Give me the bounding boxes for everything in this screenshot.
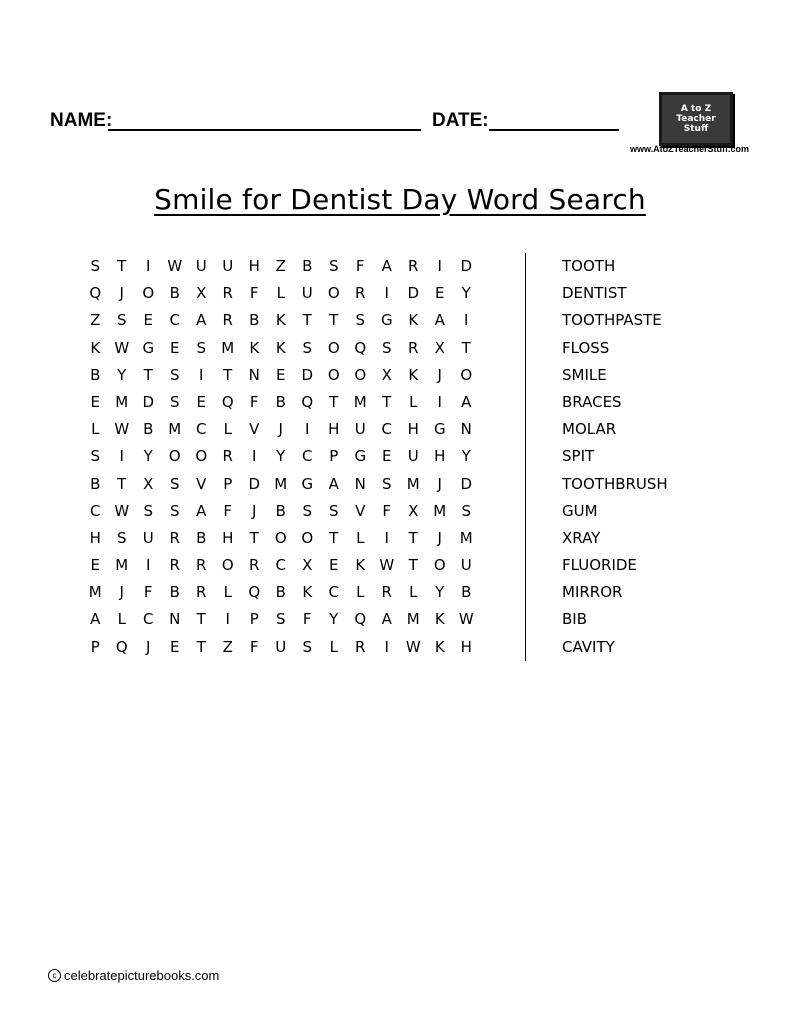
grid-letter: Q bbox=[354, 338, 367, 357]
grid-letter: I bbox=[305, 420, 310, 439]
grid-letter: E bbox=[276, 365, 286, 384]
grid-letter: X bbox=[381, 365, 392, 384]
grid-letter: W bbox=[405, 637, 421, 656]
grid-letter: T bbox=[461, 338, 471, 357]
copyright-icon: c bbox=[48, 969, 61, 982]
grid-letter: F bbox=[302, 610, 312, 629]
word-list-item: CAVITY bbox=[562, 637, 615, 656]
grid-letter: D bbox=[460, 474, 473, 493]
grid-letter: Q bbox=[301, 392, 314, 411]
grid-letter: R bbox=[222, 447, 233, 466]
grid-letter: M bbox=[459, 528, 473, 547]
letter-grid bbox=[82, 253, 480, 661]
grid-letter: A bbox=[90, 610, 101, 629]
grid-letter: E bbox=[170, 637, 180, 656]
grid-letter: S bbox=[328, 257, 339, 275]
grid-letter: M bbox=[353, 392, 367, 411]
grid-letter: I bbox=[437, 257, 442, 275]
grid-letter: F bbox=[355, 257, 365, 275]
word-list-item: XRAY bbox=[562, 528, 601, 547]
grid-letter: S bbox=[169, 365, 180, 384]
grid-letter: T bbox=[196, 610, 206, 629]
grid-letter: A bbox=[461, 392, 472, 411]
grid-letter: V bbox=[249, 420, 260, 439]
grid-letter: K bbox=[275, 311, 286, 330]
grid-letter: Y bbox=[276, 447, 286, 466]
grid-letter: Q bbox=[115, 637, 128, 656]
grid-letter: B bbox=[143, 420, 154, 439]
atoz-logo bbox=[659, 92, 733, 146]
grid-letter: S bbox=[143, 501, 154, 520]
grid-letter: A bbox=[381, 257, 392, 275]
grid-letter: L bbox=[409, 583, 418, 602]
date-line bbox=[489, 129, 619, 131]
grid-letter: B bbox=[196, 528, 207, 547]
grid-letter: T bbox=[329, 311, 339, 330]
grid-letter: S bbox=[169, 474, 180, 493]
grid-letter: T bbox=[302, 311, 312, 330]
grid-letter: G bbox=[433, 420, 446, 439]
grid-letter: T bbox=[249, 528, 259, 547]
grid-letter: O bbox=[142, 284, 155, 303]
grid-letter: I bbox=[384, 528, 389, 547]
grid-letter: S bbox=[116, 528, 127, 547]
grid-letter: O bbox=[195, 447, 208, 466]
grid-letter: S bbox=[302, 501, 313, 520]
grid-letter: B bbox=[249, 311, 260, 330]
grid-letter: N bbox=[460, 420, 472, 439]
grid-letter: X bbox=[196, 284, 207, 303]
grid-letter: O bbox=[327, 284, 340, 303]
grid-letter: Y bbox=[143, 447, 153, 466]
grid-letter: R bbox=[408, 338, 419, 357]
grid-letter: E bbox=[90, 392, 100, 411]
grid-letter: N bbox=[248, 365, 260, 384]
grid-letter: Z bbox=[275, 257, 286, 275]
grid-letter: J bbox=[437, 528, 442, 547]
grid-letter: X bbox=[143, 474, 154, 493]
grid-letter: U bbox=[222, 257, 234, 275]
grid-letter: M bbox=[274, 474, 288, 493]
grid-letter: E bbox=[196, 392, 206, 411]
grid-letter: Y bbox=[461, 447, 471, 466]
grid-letter: S bbox=[90, 257, 101, 275]
grid-letter: I bbox=[384, 637, 389, 656]
grid-letter: V bbox=[355, 501, 366, 520]
grid-letter: Z bbox=[222, 637, 233, 656]
word-list-item: SMILE bbox=[562, 365, 607, 384]
grid-letter: L bbox=[329, 637, 338, 656]
grid-letter: M bbox=[406, 610, 420, 629]
grid-letter: S bbox=[328, 501, 339, 520]
grid-letter: E bbox=[143, 311, 153, 330]
grid-letter: F bbox=[249, 637, 259, 656]
grid-letter: I bbox=[146, 556, 151, 575]
grid-letter: E bbox=[170, 338, 180, 357]
grid-letter: I bbox=[146, 257, 151, 275]
grid-letter: R bbox=[222, 284, 233, 303]
grid-letter: H bbox=[89, 528, 101, 547]
grid-letter: R bbox=[355, 637, 366, 656]
grid-letter: F bbox=[249, 284, 259, 303]
grid-letter: A bbox=[328, 474, 339, 493]
grid-letter: O bbox=[354, 365, 367, 384]
grid-letter: B bbox=[90, 365, 101, 384]
grid-letter: T bbox=[329, 392, 339, 411]
grid-letter: E bbox=[435, 284, 445, 303]
grid-letter: U bbox=[275, 637, 287, 656]
grid-letter: L bbox=[117, 610, 126, 629]
grid-letter: T bbox=[117, 474, 127, 493]
word-list bbox=[562, 253, 668, 661]
grid-letter: H bbox=[248, 257, 260, 275]
grid-letter: S bbox=[275, 610, 286, 629]
grid-letter: J bbox=[119, 284, 124, 303]
grid-letter: M bbox=[433, 501, 447, 520]
grid-letter: T bbox=[117, 257, 127, 275]
grid-letter: O bbox=[301, 528, 314, 547]
grid-letter: U bbox=[354, 420, 366, 439]
grid-letter: X bbox=[408, 501, 419, 520]
grid-letter: I bbox=[225, 610, 230, 629]
grid-letter: C bbox=[275, 556, 286, 575]
grid-letter: Y bbox=[329, 610, 339, 629]
grid-letter: I bbox=[437, 392, 442, 411]
grid-letter: F bbox=[223, 501, 233, 520]
grid-letter: W bbox=[114, 338, 130, 357]
grid-letter: P bbox=[329, 447, 339, 466]
grid-letter: T bbox=[223, 365, 233, 384]
grid-letter: K bbox=[249, 338, 260, 357]
grid-letter: S bbox=[302, 338, 313, 357]
grid-letter: U bbox=[142, 528, 154, 547]
word-list-item: TOOTH bbox=[562, 257, 616, 275]
grid-letter: S bbox=[169, 392, 180, 411]
grid-letter: B bbox=[169, 284, 180, 303]
grid-letter: L bbox=[409, 392, 418, 411]
grid-letter: P bbox=[249, 610, 259, 629]
name-label: NAME: bbox=[50, 110, 113, 131]
grid-letter: S bbox=[90, 447, 101, 466]
grid-letter: O bbox=[274, 528, 287, 547]
grid-letter: R bbox=[169, 556, 180, 575]
grid-letter: Z bbox=[90, 311, 101, 330]
grid-letter: R bbox=[355, 284, 366, 303]
grid-letter: W bbox=[379, 556, 395, 575]
grid-letter: L bbox=[276, 284, 285, 303]
grid-letter: H bbox=[434, 447, 446, 466]
grid-letter: H bbox=[460, 637, 472, 656]
grid-letter: S bbox=[302, 637, 313, 656]
grid-letter: V bbox=[196, 474, 207, 493]
grid-letter: R bbox=[249, 556, 260, 575]
grid-letter: J bbox=[437, 474, 442, 493]
grid-letter: U bbox=[460, 556, 472, 575]
grid-letter: J bbox=[252, 501, 257, 520]
word-list-item: DENTIST bbox=[562, 284, 627, 303]
grid-letter: K bbox=[408, 365, 419, 384]
grid-letter: X bbox=[302, 556, 313, 575]
logo-text-line1: A to Z bbox=[680, 104, 712, 114]
word-list-item: FLOSS bbox=[562, 338, 610, 357]
grid-letter: S bbox=[196, 338, 207, 357]
grid-letter: J bbox=[278, 420, 283, 439]
grid-letter: W bbox=[167, 257, 183, 275]
name-line bbox=[108, 129, 421, 131]
grid-letter: D bbox=[248, 474, 261, 493]
grid-letter: R bbox=[408, 257, 419, 275]
grid-letter: P bbox=[90, 637, 100, 656]
grid-letter: C bbox=[381, 420, 392, 439]
grid-letter: Q bbox=[89, 284, 102, 303]
grid-letter: T bbox=[408, 556, 418, 575]
word-list-item: BRACES bbox=[562, 392, 622, 411]
grid-letter: M bbox=[221, 338, 235, 357]
grid-letter: C bbox=[90, 501, 101, 520]
grid-letter: S bbox=[116, 311, 127, 330]
grid-letter: K bbox=[302, 583, 313, 602]
grid-letter: M bbox=[88, 583, 102, 602]
grid-letter: S bbox=[355, 311, 366, 330]
grid-letter: W bbox=[114, 420, 130, 439]
grid-letter: T bbox=[196, 637, 206, 656]
grid-letter: L bbox=[356, 528, 365, 547]
grid-letter: O bbox=[433, 556, 446, 575]
grid-divider bbox=[525, 253, 526, 661]
word-list-item: SPIT bbox=[562, 447, 595, 466]
word-list-item: MIRROR bbox=[562, 583, 623, 602]
word-list-item: TOOTHBRUSH bbox=[562, 474, 668, 493]
grid-letter: U bbox=[407, 447, 419, 466]
grid-letter: S bbox=[169, 501, 180, 520]
grid-letter: S bbox=[381, 338, 392, 357]
grid-letter: Y bbox=[117, 365, 127, 384]
grid-letter: X bbox=[434, 338, 445, 357]
grid-letter: F bbox=[249, 392, 259, 411]
word-list-item: BIB bbox=[562, 610, 588, 629]
grid-letter: J bbox=[119, 583, 124, 602]
grid-letter: L bbox=[223, 420, 232, 439]
grid-letter: N bbox=[354, 474, 366, 493]
word-list-item: FLUORIDE bbox=[562, 556, 637, 575]
grid-letter: O bbox=[460, 365, 473, 384]
grid-letter: A bbox=[434, 311, 445, 330]
grid-letter: K bbox=[355, 556, 366, 575]
grid-letter: R bbox=[222, 311, 233, 330]
grid-letter: R bbox=[169, 528, 180, 547]
grid-letter: B bbox=[302, 257, 313, 275]
grid-letter: O bbox=[168, 447, 181, 466]
grid-letter: N bbox=[169, 610, 181, 629]
grid-letter: Q bbox=[354, 610, 367, 629]
grid-letter: G bbox=[301, 474, 314, 493]
word-list-item: MOLAR bbox=[562, 420, 617, 439]
grid-letter: S bbox=[461, 501, 472, 520]
grid-letter: G bbox=[354, 447, 367, 466]
grid-letter: E bbox=[382, 447, 392, 466]
grid-letter: U bbox=[195, 257, 207, 275]
grid-letter: W bbox=[458, 610, 474, 629]
grid-letter: C bbox=[302, 447, 313, 466]
grid-letter: C bbox=[328, 583, 339, 602]
grid-letter: Y bbox=[435, 583, 445, 602]
grid-letter: M bbox=[406, 474, 420, 493]
word-list-item: GUM bbox=[562, 501, 598, 520]
grid-letter: B bbox=[461, 583, 472, 602]
grid-letter: L bbox=[223, 583, 232, 602]
logo-text-line3: Stuff bbox=[683, 124, 709, 134]
grid-letter: C bbox=[196, 420, 207, 439]
grid-letter: E bbox=[329, 556, 339, 575]
page-title: Smile for Dentist Day Word Search bbox=[154, 183, 646, 216]
grid-letter: R bbox=[196, 583, 207, 602]
logo-text-line2: Teacher bbox=[676, 114, 716, 124]
grid-letter: B bbox=[169, 583, 180, 602]
grid-letter: L bbox=[91, 420, 100, 439]
grid-letter: I bbox=[119, 447, 124, 466]
grid-letter: B bbox=[275, 583, 286, 602]
grid-letter: F bbox=[382, 501, 392, 520]
grid-letter: G bbox=[380, 311, 393, 330]
grid-letter: W bbox=[114, 501, 130, 520]
grid-letter: M bbox=[168, 420, 182, 439]
grid-letter: O bbox=[327, 338, 340, 357]
grid-letter: H bbox=[407, 420, 419, 439]
grid-letter: O bbox=[327, 365, 340, 384]
grid-letter: A bbox=[196, 311, 207, 330]
grid-letter: A bbox=[196, 501, 207, 520]
grid-letter: H bbox=[328, 420, 340, 439]
grid-letter: H bbox=[222, 528, 234, 547]
grid-letter: B bbox=[90, 474, 101, 493]
grid-letter: A bbox=[381, 610, 392, 629]
grid-letter: R bbox=[381, 583, 392, 602]
grid-letter: F bbox=[143, 583, 153, 602]
grid-letter: R bbox=[196, 556, 207, 575]
grid-letter: K bbox=[434, 610, 445, 629]
grid-letter: D bbox=[407, 284, 420, 303]
word-list-item: TOOTHPASTE bbox=[562, 311, 662, 330]
grid-letter: Y bbox=[461, 284, 471, 303]
grid-letter: G bbox=[142, 338, 155, 357]
grid-letter: C bbox=[143, 610, 154, 629]
grid-letter: Q bbox=[221, 392, 234, 411]
grid-letter: M bbox=[115, 392, 129, 411]
grid-letter: J bbox=[437, 365, 442, 384]
grid-letter: T bbox=[329, 528, 339, 547]
grid-letter: O bbox=[221, 556, 234, 575]
grid-letter: D bbox=[301, 365, 314, 384]
grid-letter: D bbox=[142, 392, 155, 411]
grid-letter: K bbox=[275, 338, 286, 357]
grid-letter: I bbox=[199, 365, 204, 384]
grid-letter: B bbox=[275, 392, 286, 411]
grid-letter: T bbox=[143, 365, 153, 384]
grid-letter: T bbox=[382, 392, 392, 411]
grid-letter: K bbox=[408, 311, 419, 330]
grid-letter: D bbox=[460, 257, 473, 275]
logo-url: www.AtoZTeacherStuff.com bbox=[630, 144, 750, 154]
grid-letter: L bbox=[356, 583, 365, 602]
grid-letter: B bbox=[275, 501, 286, 520]
grid-letter: P bbox=[223, 474, 233, 493]
grid-letter: T bbox=[408, 528, 418, 547]
grid-letter: I bbox=[464, 311, 469, 330]
grid-letter: K bbox=[90, 338, 101, 357]
grid-letter: J bbox=[146, 637, 151, 656]
grid-letter: E bbox=[90, 556, 100, 575]
grid-letter: I bbox=[384, 284, 389, 303]
footer-text: celebratepicturebooks.com bbox=[64, 968, 220, 983]
grid-letter: M bbox=[115, 556, 129, 575]
grid-letter: K bbox=[434, 637, 445, 656]
date-label: DATE: bbox=[432, 110, 489, 131]
footer bbox=[48, 968, 219, 983]
grid-letter: C bbox=[169, 311, 180, 330]
grid-letter: S bbox=[381, 474, 392, 493]
grid-letter: I bbox=[252, 447, 257, 466]
grid-letter: Q bbox=[248, 583, 261, 602]
grid-letter: U bbox=[301, 284, 313, 303]
